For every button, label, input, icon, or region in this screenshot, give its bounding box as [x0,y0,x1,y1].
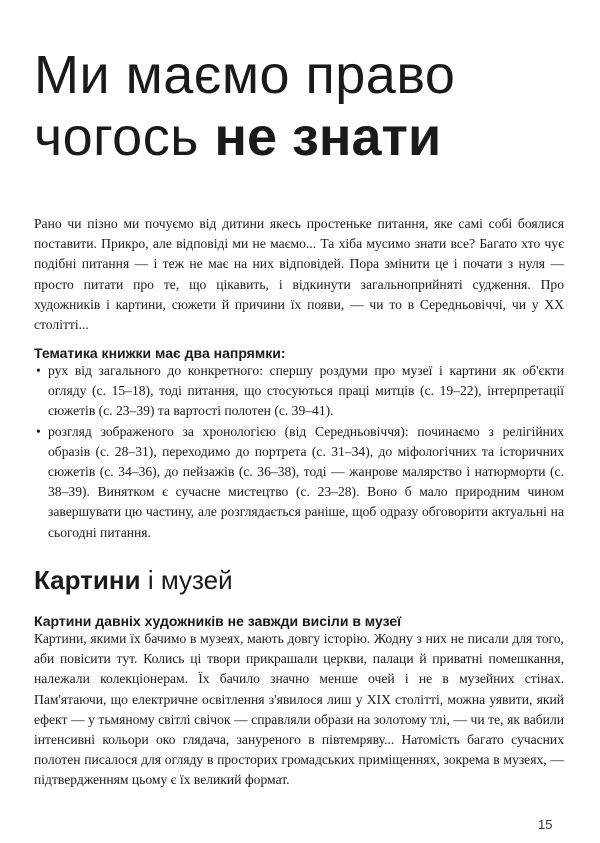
section-heading-bold: Картини [34,565,141,595]
themes-list-item [34,422,564,543]
title-line-2 [34,106,455,168]
section-subheading: Картини давніх художників не завжди висіли в музеї [34,613,402,629]
intro-paragraph: Рано чи пізно ми почуємо від дитини якесь простеньке питання, яке самі собі боялися поставити. Прикро, але відповіді ми не маємо... Та хіба мусимо знати все? Багато хто чує подібні питання — і теж не має на них відповідей. Пора змінити це і почати з нуля — просто питати про те, що цікавить, і відкинути загальноприйняті судження. Про художників і картини, сюжети й причини їх появи, — чи то в Середньовіччі, чи у XX столітті... [34,216,564,333]
bullet-marker: • [36,423,41,439]
title-line-1: Ми маємо право [34,45,456,105]
themes-list-item [34,361,564,422]
section-paragraph: Картини, якими їх бачимо в музеях, мають довгу історію. Жодну з них не писали для того, аби повісити тут. Колись ці твори прикрашали церкви, палаци й приватні помешкання, належали колекціонерам. Їх бачило значно менше очей і не в музейних стінах. Пам'ятаючи, що електричне освітлення з'явилося лиш у XIX столітті, можна уявити, який ефект — у тьмяному світлі свічок — справляли образи на золотому тлі, — чи те, як вабили інтенсивні кольори око глядача, зануреного в півтемряву... Натомість багато сучасних полотен писалося для огляду в просторих громадських приміщеннях, зокрема в музеях, — підтвердженням цьому є їх великий формат. [34,631,564,788]
bullet-marker: • [36,363,41,378]
page-title [34,44,455,168]
page-number: 15 [538,817,553,832]
title-line-2-bold: не знати [214,107,442,167]
themes-heading: Тематика книжки має два напрямки: [34,345,286,361]
title-line-2-regular: чогось [34,107,215,167]
section-heading-regular: і музей [140,565,233,595]
themes-list [34,361,564,543]
themes-list-item-text: рух від загального до конкретного: спершу роздуми про музеї і картини як об'єкти огляду (с. 15–18), тоді питання, що стосуються праці митців (с. 19–22), інтерпретації сюжетів (с. 23–39) та вартості полотен (с. 39–41). [48,363,564,419]
section-heading [34,564,233,596]
themes-list-item-text: розгляд зображеного за хронологією (від Середньовіччя): починаємо з релігійних образів (с. 28–31), переходимо до портрета (с. 31–34), до міфологічних та історичних сюжетів (с. 34–36), до пейзажів (с. 36–38), тоді — жанрове малярство і натюрморти (с. 38–39). Винятком є сучасне мистецтво (с. 23–28). Воно б мало природним чином завершувати цю частину, але розглядається раніше, щоб одразу обговорити актуальні на сьогодні питання. [48,423,564,540]
